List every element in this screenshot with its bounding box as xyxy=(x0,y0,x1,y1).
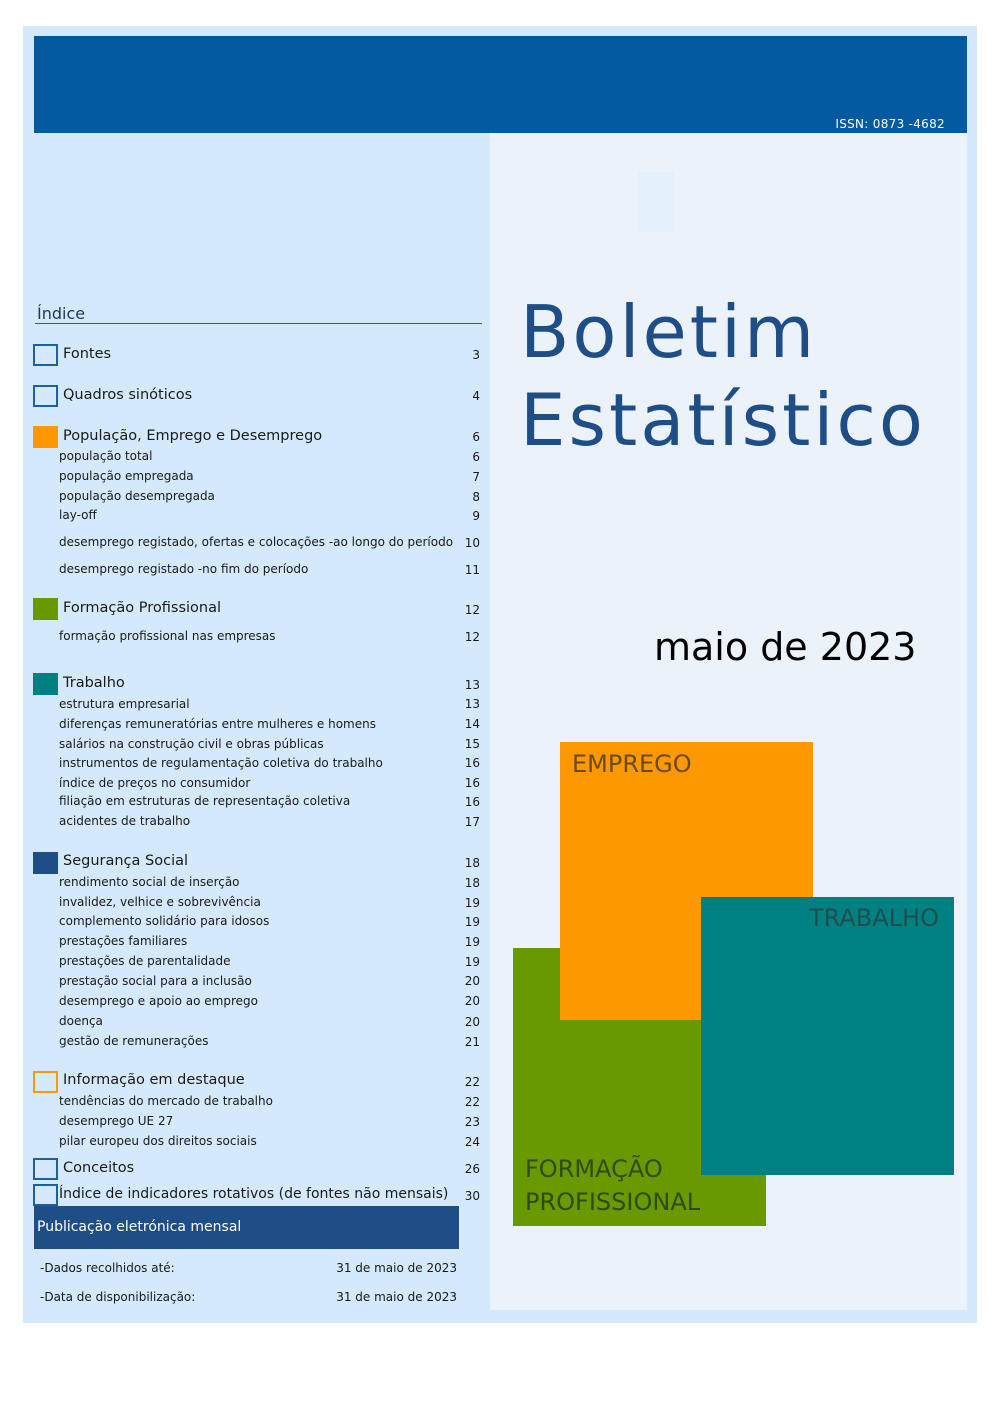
toc-page: 15 xyxy=(464,737,480,751)
toc-item[interactable]: desemprego e apoio ao emprego xyxy=(59,994,258,1008)
index-divider xyxy=(35,323,482,324)
toc-page: 8 xyxy=(472,490,480,504)
toc-item[interactable]: salários na construção civil e obras públicas xyxy=(59,737,324,751)
toc-page: 24 xyxy=(464,1135,480,1149)
toc-item[interactable]: desemprego registado, ofertas e colocações -ao longo do período xyxy=(59,535,454,549)
toc-page: 6 xyxy=(472,430,480,444)
toc-page: 16 xyxy=(464,756,480,770)
toc-page: 20 xyxy=(464,994,480,1008)
toc-page: 19 xyxy=(464,935,480,949)
toc-section-destaque[interactable]: Informação em destaque xyxy=(63,1072,245,1088)
toc-item[interactable]: população desempregada xyxy=(59,489,215,503)
toc-item[interactable]: gestão de remunerações xyxy=(59,1034,209,1048)
toc-item[interactable]: instrumentos de regulamentação coletiva do trabalho xyxy=(59,756,383,770)
toc-item[interactable]: prestações de parentalidade xyxy=(59,954,231,968)
toc-page: 20 xyxy=(464,974,480,988)
toc-item[interactable]: prestação social para a inclusão xyxy=(59,974,252,988)
toc-item[interactable]: diferenças remuneratórias entre mulheres e homens xyxy=(59,717,376,731)
toc-page: 19 xyxy=(464,915,480,929)
data-collected-value: 31 de maio de 2023 xyxy=(336,1261,457,1275)
toc-item[interactable]: filiação em estruturas de representação coletiva xyxy=(59,794,351,808)
toc-section-conceitos[interactable]: Conceitos xyxy=(63,1160,135,1176)
toc-item[interactable]: estrutura empresarial xyxy=(59,697,190,711)
toc-item[interactable]: invalidez, velhice e sobrevivência xyxy=(59,895,261,909)
data-collected-label: -Dados recolhidos até: xyxy=(40,1261,175,1275)
toc-item[interactable]: desemprego UE 27 xyxy=(59,1114,174,1128)
toc-item[interactable]: pilar europeu dos direitos sociais xyxy=(59,1134,257,1148)
section-marker-icon xyxy=(33,673,58,695)
toc-item[interactable]: desemprego registado -no fim do período xyxy=(59,562,309,576)
toc-section-seguranca[interactable]: Segurança Social xyxy=(63,853,189,869)
toc-section-formacao[interactable]: Formação Profissional xyxy=(63,600,221,616)
decorative-rectangle xyxy=(638,172,674,232)
toc-page: 20 xyxy=(464,1015,480,1029)
emprego-label: EMPREGO xyxy=(572,750,692,778)
toc-page: 12 xyxy=(464,630,480,644)
formacao-label xyxy=(525,1153,700,1219)
toc-section-quadros[interactable]: Quadros sinóticos xyxy=(63,387,193,403)
toc-page: 17 xyxy=(464,815,480,829)
toc-section-rotativos[interactable]: Índice de indicadores rotativos (de fontes não mensais) xyxy=(59,1186,449,1202)
toc-page: 14 xyxy=(464,717,480,731)
trabalho-label: TRABALHO xyxy=(809,904,939,932)
toc-page: 30 xyxy=(464,1189,480,1203)
publication-label: Publicação eletrónica mensal xyxy=(37,1219,242,1235)
toc-section-populacao[interactable]: População, Emprego e Desemprego xyxy=(63,428,323,444)
toc-item[interactable]: rendimento social de inserção xyxy=(59,875,240,889)
toc-page: 22 xyxy=(464,1095,480,1109)
toc-page: 13 xyxy=(464,678,480,692)
toc-item[interactable]: população total xyxy=(59,449,153,463)
toc-page: 3 xyxy=(472,348,480,362)
toc-page: 16 xyxy=(464,776,480,790)
section-marker-icon xyxy=(33,344,58,366)
toc-item[interactable]: lay-off xyxy=(59,508,97,522)
section-marker-icon xyxy=(33,1071,58,1093)
toc-section-fontes[interactable]: Fontes xyxy=(63,346,112,362)
toc-item[interactable]: complemento solidário para idosos xyxy=(59,914,270,928)
toc-page: 23 xyxy=(464,1115,480,1129)
toc-item[interactable]: formação profissional nas empresas xyxy=(59,629,276,643)
toc-page: 26 xyxy=(464,1162,480,1176)
trabalho-block xyxy=(701,897,954,1175)
toc-item[interactable]: prestações familiares xyxy=(59,934,188,948)
toc-page: 18 xyxy=(464,876,480,890)
section-marker-icon xyxy=(33,1184,58,1206)
section-marker-icon xyxy=(33,426,58,448)
header-band xyxy=(34,36,967,133)
formacao-label-line-2: PROFISSIONAL xyxy=(525,1188,701,1216)
title-line-2: Estatístico xyxy=(520,378,926,462)
section-marker-icon xyxy=(33,852,58,874)
toc-page: 22 xyxy=(464,1075,480,1089)
toc-page: 6 xyxy=(472,450,480,464)
section-marker-icon xyxy=(33,598,58,620)
toc-item[interactable]: população empregada xyxy=(59,469,194,483)
toc-page: 18 xyxy=(464,856,480,870)
formacao-label-line-1: FORMAÇÃO xyxy=(525,1155,663,1183)
toc-item[interactable]: tendências do mercado de trabalho xyxy=(59,1094,273,1108)
availability-label: -Data de disponibilização: xyxy=(40,1290,196,1304)
section-marker-icon xyxy=(33,1158,58,1180)
toc-page: 13 xyxy=(464,697,480,711)
toc-page: 12 xyxy=(464,603,480,617)
section-marker-icon xyxy=(33,385,58,407)
index-heading: Índice xyxy=(37,304,86,323)
edition-date: maio de 2023 xyxy=(654,625,917,669)
toc-page: 19 xyxy=(464,896,480,910)
toc-item[interactable]: acidentes de trabalho xyxy=(59,814,191,828)
toc-page: 7 xyxy=(472,470,480,484)
toc-page: 16 xyxy=(464,795,480,809)
toc-page: 11 xyxy=(464,563,480,577)
toc-page: 19 xyxy=(464,955,480,969)
availability-value: 31 de maio de 2023 xyxy=(336,1290,457,1304)
toc-section-trabalho[interactable]: Trabalho xyxy=(63,675,125,691)
toc-page: 10 xyxy=(464,536,480,550)
toc-item[interactable]: doença xyxy=(59,1014,103,1028)
toc-page: 9 xyxy=(472,509,480,523)
toc-page: 21 xyxy=(464,1035,480,1049)
toc-page: 4 xyxy=(472,389,480,403)
toc-item[interactable]: índice de preços no consumidor xyxy=(59,776,251,790)
issn-number: ISSN: 0873 -4682 xyxy=(835,117,945,131)
title-line-1: Boletim xyxy=(520,290,818,374)
